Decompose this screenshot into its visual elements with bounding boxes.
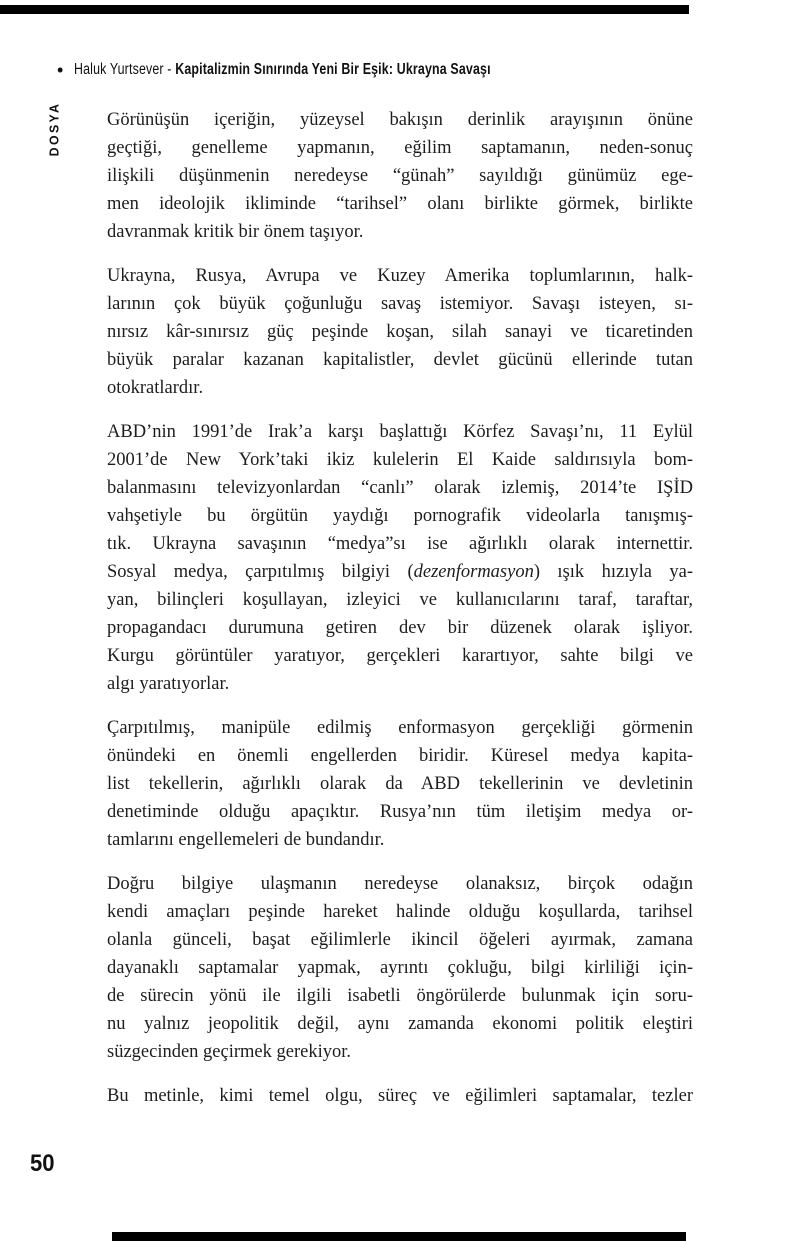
text-line: de sürecin yönü ile ilgili isabetli öngörülerde bulunmak için soru- <box>107 986 693 1006</box>
text-line: yan, bilinçleri koşullayan, izleyici ve kullanıcılarını taraf, taraftar, <box>107 590 693 610</box>
text-line: nırsız kâr-sınırsız güç peşinde koşan, silah sanayi ve ticaretinden <box>107 322 693 342</box>
text-line: olanla günceli, başat eğilimlerle ikincil öğeleri ayırmak, zamana <box>107 930 693 950</box>
scan-edge-top-bar <box>0 5 689 14</box>
text-line: nu yalnız jeopolitik değil, aynı zamanda ekonomi politik eleştiri <box>107 1014 693 1034</box>
text-line: 2001’de New York’taki ikiz kulelerin El Kaide saldırısıyla bom- <box>107 450 693 470</box>
text-line: dayanaklı saptamalar yapmak, ayrıntı çokluğu, bilgi kirliliği için- <box>107 958 693 978</box>
bullet-icon: • <box>57 60 64 80</box>
text-line: süzgecinden geçirmek gerekiyor. <box>107 1042 351 1062</box>
paragraph <box>107 714 693 854</box>
text-line: algı yaratıyorlar. <box>107 674 230 694</box>
paragraph <box>107 106 693 246</box>
paragraph <box>107 870 693 1066</box>
text-line: denetiminde olduğu apaçıktır. Rusya’nın tüm iletişim medya or- <box>107 802 693 822</box>
section-label-dosya: DOSYA <box>46 101 62 157</box>
text-line: davranmak kritik bir önem taşıyor. <box>107 222 364 242</box>
text-line: men ideolojik ikliminde “tarihsel” olanı birlikte görmek, birlikte <box>107 194 693 214</box>
text-line: Bu metinle, kimi temel olgu, süreç ve eğilimleri saptamalar, tezler <box>107 1086 693 1106</box>
paragraph <box>107 418 693 698</box>
header-title: Kapitalizmin Sınırında Yeni Bir Eşik: Ukrayna Savaşı <box>175 61 491 78</box>
text-line: kendi amaçları peşinde hareket halinde olduğu koşullarda, tarihsel <box>107 902 693 922</box>
body-text <box>107 106 693 1126</box>
text-line: tamlarını engellemeleri de bundandır. <box>107 830 385 850</box>
paragraph <box>107 1082 693 1110</box>
text-line: geçtiği, genelleme yapmanın, eğilim saptamanın, neden-sonuç <box>107 138 693 158</box>
text-line: otokratlardır. <box>107 378 204 398</box>
text-line: list tekellerin, ağırlıklı olarak da ABD tekellerinin ve devletinin <box>107 774 693 794</box>
header-author: Haluk Yurtsever - <box>74 61 176 78</box>
text-line: larının çok büyük çoğunluğu savaş istemiyor. Savaşı isteyen, sı- <box>107 294 693 314</box>
text-line: tık. Ukrayna savaşının “medya”sı ise ağırlıklı olarak internettir. <box>107 534 693 554</box>
paragraph <box>107 262 693 402</box>
text-line: Ukrayna, Rusya, Avrupa ve Kuzey Amerika toplumlarının, halk- <box>107 266 693 286</box>
text-line: ilişkili düşünmenin neredeyse “günah” sayıldığı günümüz ege- <box>107 166 693 186</box>
text-line: Sosyal medya, çarpıtılmış bilgiyi (dezenformasyon) ışık hızıyla ya- <box>107 562 693 582</box>
text-line: ABD’nin 1991’de Irak’a karşı başlattığı Körfez Savaşı’nı, 11 Eylül <box>107 422 693 442</box>
page-number: 50 <box>30 1150 55 1177</box>
text-line: Çarpıtılmış, manipüle edilmiş enformasyon gerçekliği görmenin <box>107 718 693 738</box>
running-header <box>57 61 595 79</box>
text-line: Görünüşün içeriğin, yüzeysel bakışın derinlik arayışının önüne <box>107 110 693 130</box>
text-line: Kurgu görüntüler yaratıyor, gerçekleri karartıyor, sahte bilgi ve <box>107 646 693 666</box>
text-line: Doğru bilgiye ulaşmanın neredeyse olanaksız, birçok odağın <box>107 874 693 894</box>
text-line: büyük paralar kazanan kapitalistler, devlet gücünü ellerinde tutan <box>107 350 693 370</box>
text-line: propagandacı durumuna getiren dev bir düzenek olarak işliyor. <box>107 618 693 638</box>
text-line: vahşetiyle bu örgütün yaydığı pornografik videolarla tanışmış- <box>107 506 693 526</box>
scan-edge-bottom-bar <box>112 1232 686 1241</box>
text-line: balanmasını televizyonlardan “canlı” olarak izlemiş, 2014’te IŞİD <box>107 478 693 498</box>
text-line: önündeki en önemli engellerden biridir. Küresel medya kapita- <box>107 746 693 766</box>
header-text <box>74 61 491 79</box>
